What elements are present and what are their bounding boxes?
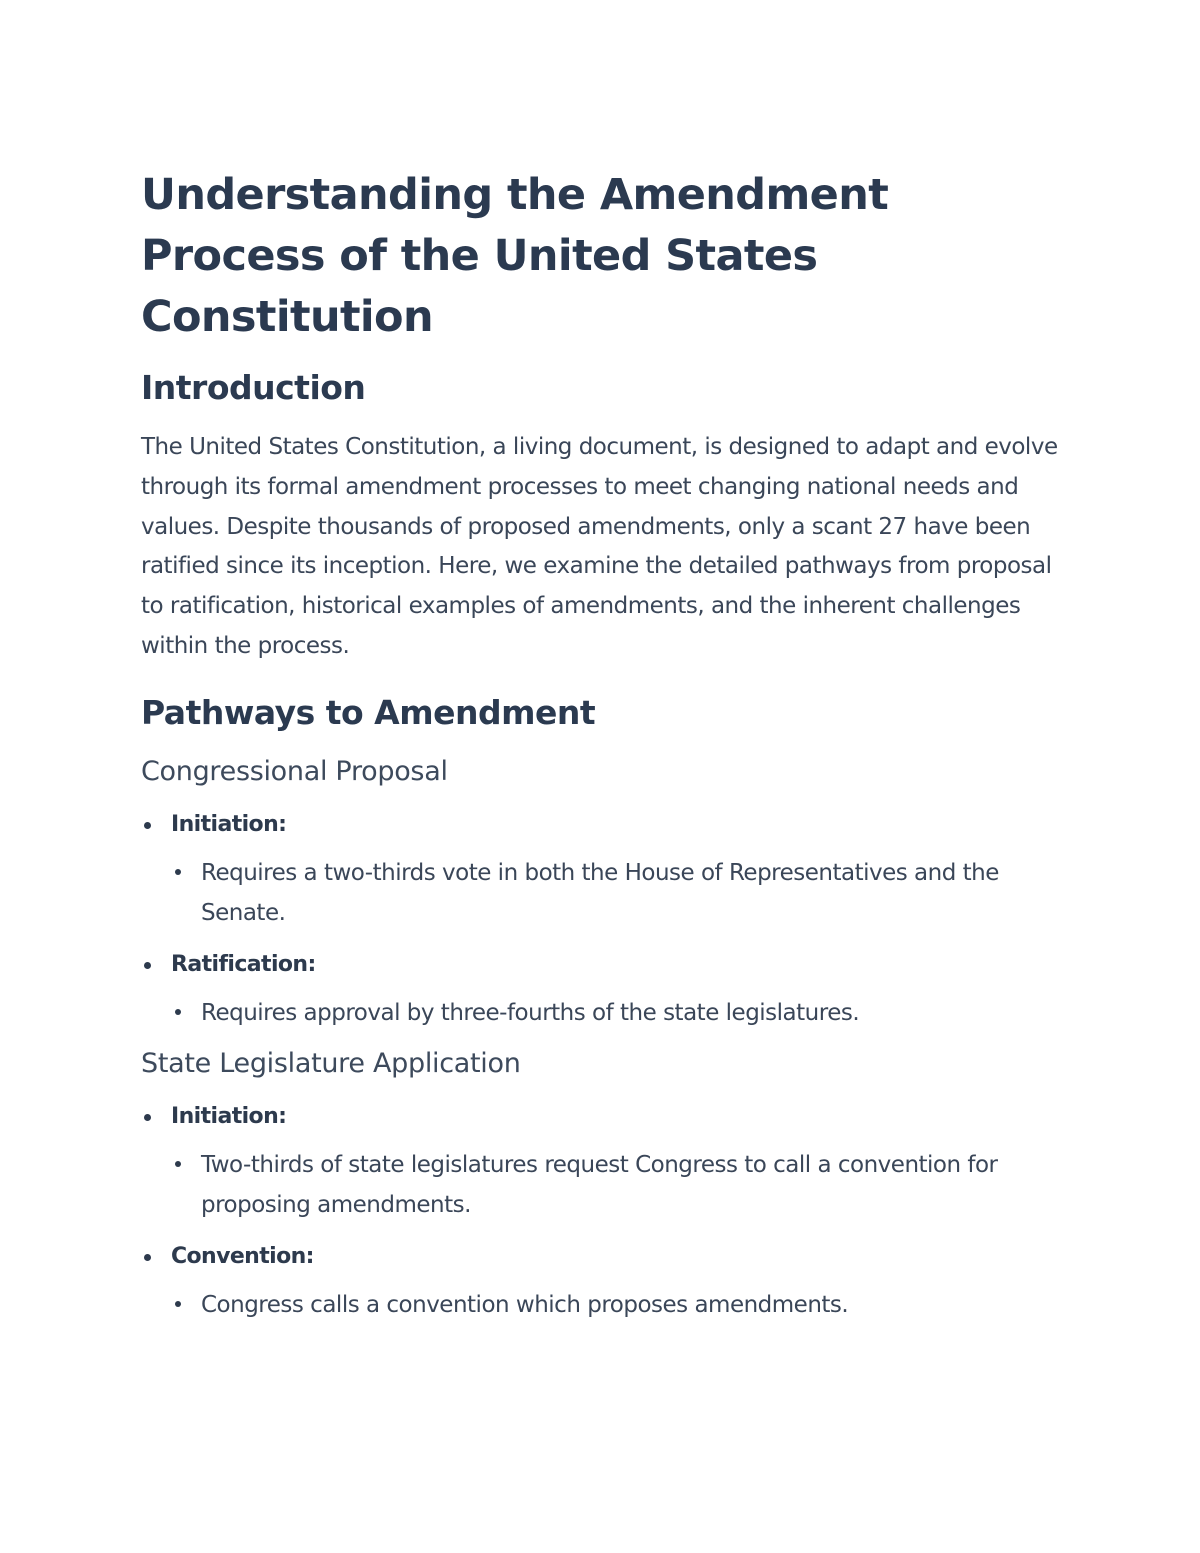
sub-list-item-text: Congress calls a convention which proposes amendments. xyxy=(201,1291,849,1318)
sub-list-item xyxy=(171,993,1071,1033)
sub-list-item xyxy=(171,853,1071,933)
list-item xyxy=(141,945,1071,1033)
introduction-paragraph: The United States Constitution, a living document, is designed to adapt and evolve through its formal amendment processes to meet changing national needs and values. Despite thousands of proposed amendments, only a scant 27 have been ratified since its inception. Here, we examine the detailed pathways from proposal to ratification, historical examples of amendments, and the inherent challenges within the process. xyxy=(141,434,1058,659)
bullet-icon xyxy=(144,1254,151,1261)
list-item-label: Ratification: xyxy=(171,951,316,977)
document-page xyxy=(141,165,1071,1337)
subsection-heading-state-legislature-application: State Legislature Application xyxy=(141,1047,521,1079)
bullet-icon xyxy=(144,822,151,829)
bullet-icon xyxy=(175,1301,181,1307)
list-item xyxy=(141,1097,1071,1225)
list-item-label: Initiation: xyxy=(171,811,287,837)
list-item xyxy=(141,1237,1071,1325)
sub-list xyxy=(171,993,1071,1033)
sub-list-item-text: Requires approval by three-fourths of the state legislatures. xyxy=(201,999,860,1026)
bullet-icon xyxy=(144,1114,151,1121)
sub-list xyxy=(171,853,1071,933)
list-item xyxy=(141,805,1071,933)
congressional-proposal-list xyxy=(141,805,1071,1033)
sub-list-item xyxy=(171,1145,1071,1225)
bullet-icon xyxy=(144,962,151,969)
sub-list xyxy=(171,1285,1071,1325)
list-item-label: Convention: xyxy=(171,1243,314,1269)
bullet-icon xyxy=(175,869,181,875)
sub-list-item-text: Two-thirds of state legislatures request Congress to call a convention for proposing amendments. xyxy=(201,1151,998,1218)
bullet-icon xyxy=(175,1009,181,1015)
sub-list-item xyxy=(171,1285,1071,1325)
section-heading-pathways: Pathways to Amendment xyxy=(141,692,596,732)
section-heading-introduction: Introduction xyxy=(141,368,366,407)
sub-list-item-text: Requires a two-thirds vote in both the House of Representatives and the Senate. xyxy=(201,859,999,926)
state-legislature-application-list xyxy=(141,1097,1071,1325)
list-item-label: Initiation: xyxy=(171,1103,287,1129)
sub-list xyxy=(171,1145,1071,1225)
bullet-icon xyxy=(175,1161,181,1167)
document-title: Understanding the Amendment Process of the United States Constitution xyxy=(141,170,889,342)
subsection-heading-congressional-proposal: Congressional Proposal xyxy=(141,755,448,787)
